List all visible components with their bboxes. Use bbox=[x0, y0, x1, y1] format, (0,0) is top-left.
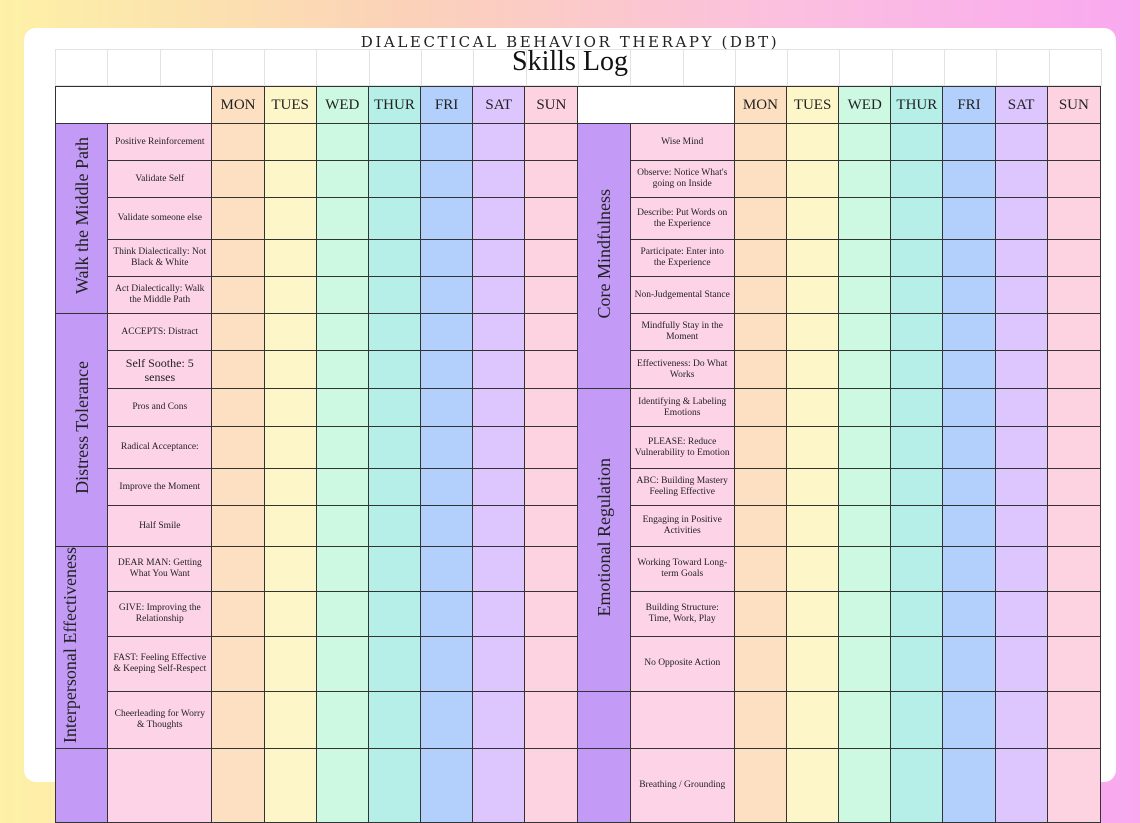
left-checkbox-r2-wed[interactable] bbox=[316, 198, 368, 240]
right-checkbox-breathing-tues[interactable] bbox=[787, 749, 839, 823]
left-checkbox-empty-tues[interactable] bbox=[264, 749, 316, 823]
right-day-header-sun: SUN bbox=[1047, 87, 1100, 124]
left-checkbox-r2-sat[interactable] bbox=[473, 198, 525, 240]
right-checkbox-r8-thur[interactable] bbox=[891, 427, 943, 469]
left-checkbox-r13-mon[interactable] bbox=[212, 636, 264, 692]
left-checkbox-r4-sat[interactable] bbox=[473, 277, 525, 314]
right-checkbox-breathing-fri[interactable] bbox=[943, 749, 995, 823]
right-checkbox-blank-sat[interactable] bbox=[995, 692, 1047, 749]
left-skill-label: GIVE: Improving the Relationship bbox=[108, 591, 212, 636]
right-checkbox-r4-sat[interactable] bbox=[995, 277, 1047, 314]
right-checkbox-r8-wed[interactable] bbox=[839, 427, 891, 469]
left-checkbox-r10-tues[interactable] bbox=[264, 506, 316, 547]
right-checkbox-r4-fri[interactable] bbox=[943, 277, 995, 314]
right-skill-breathing: Breathing / Grounding bbox=[630, 749, 734, 823]
right-checkbox-r9-tues[interactable] bbox=[787, 469, 839, 506]
right-checkbox-r5-sun[interactable] bbox=[1047, 314, 1100, 351]
supertitle: DIALECTICAL BEHAVIOR THERAPY (DBT) bbox=[360, 33, 780, 51]
right-checkbox-r2-tues[interactable] bbox=[787, 198, 839, 240]
right-checkbox-r2-sat[interactable] bbox=[995, 198, 1047, 240]
right-skill-label: Building Structure: Time, Work, Play bbox=[630, 591, 734, 636]
right-checkbox-r10-tues[interactable] bbox=[787, 506, 839, 547]
right-checkbox-blank-mon[interactable] bbox=[734, 692, 786, 749]
left-checkbox-r13-tues[interactable] bbox=[264, 636, 316, 692]
left-skill-empty bbox=[108, 749, 212, 823]
left-checkbox-r0-wed[interactable] bbox=[316, 124, 368, 161]
left-checkbox-r7-fri[interactable] bbox=[421, 389, 473, 427]
right-checkbox-r1-fri[interactable] bbox=[943, 161, 995, 198]
left-checkbox-empty-fri[interactable] bbox=[421, 749, 473, 823]
right-checkbox-r5-thur[interactable] bbox=[891, 314, 943, 351]
right-checkbox-r13-wed[interactable] bbox=[839, 636, 891, 692]
left-checkbox-r0-tues[interactable] bbox=[264, 124, 316, 161]
left-day-header-wed: WED bbox=[316, 87, 368, 124]
left-checkbox-r6-sat[interactable] bbox=[473, 351, 525, 389]
left-checkbox-r0-mon[interactable] bbox=[212, 124, 264, 161]
left-checkbox-r3-thur[interactable] bbox=[368, 240, 420, 277]
category-label: Distress Tolerance bbox=[71, 361, 92, 494]
left-checkbox-r13-sat[interactable] bbox=[473, 636, 525, 692]
left-skill-label: Positive Reinforcement bbox=[108, 124, 212, 161]
left-checkbox-r3-wed[interactable] bbox=[316, 240, 368, 277]
right-checkbox-r2-fri[interactable] bbox=[943, 198, 995, 240]
left-checkbox-r1-fri[interactable] bbox=[421, 161, 473, 198]
left-checkbox-r6-fri[interactable] bbox=[421, 351, 473, 389]
left-checkbox-r12-sun[interactable] bbox=[525, 591, 578, 636]
left-checkbox-r7-wed[interactable] bbox=[316, 389, 368, 427]
right-checkbox-r11-sat[interactable] bbox=[995, 547, 1047, 592]
left-checkbox-r1-tues[interactable] bbox=[264, 161, 316, 198]
right-checkbox-r11-wed[interactable] bbox=[839, 547, 891, 592]
left-checkbox-r13-wed[interactable] bbox=[316, 636, 368, 692]
left-day-header-thur: THUR bbox=[368, 87, 420, 124]
right-skill-label: ABC: Building Mastery Feeling Effective bbox=[630, 469, 734, 506]
right-day-header-fri: FRI bbox=[943, 87, 995, 124]
left-skill-label: Cheerleading for Worry & Thoughts bbox=[108, 692, 212, 749]
category-label: Emotional Regulation bbox=[593, 458, 614, 617]
left-checkbox-r13-thur[interactable] bbox=[368, 636, 420, 692]
right-checkbox-r8-mon[interactable] bbox=[734, 427, 786, 469]
right-checkbox-r9-sat[interactable] bbox=[995, 469, 1047, 506]
right-checkbox-blank-tues[interactable] bbox=[787, 692, 839, 749]
right-checkbox-r9-thur[interactable] bbox=[891, 469, 943, 506]
right-checkbox-r12-mon[interactable] bbox=[734, 591, 786, 636]
left-checkbox-r7-thur[interactable] bbox=[368, 389, 420, 427]
left-checkbox-r8-thur[interactable] bbox=[368, 427, 420, 469]
left-checkbox-r0-sat[interactable] bbox=[473, 124, 525, 161]
right-checkbox-r7-thur[interactable] bbox=[891, 389, 943, 427]
left-day-header-mon: MON bbox=[212, 87, 264, 124]
right-checkbox-r1-wed[interactable] bbox=[839, 161, 891, 198]
left-checkbox-r7-sun[interactable] bbox=[525, 389, 578, 427]
right-day-header-thur: THUR bbox=[891, 87, 943, 124]
left-checkbox-r2-tues[interactable] bbox=[264, 198, 316, 240]
left-checkbox-r9-wed[interactable] bbox=[316, 469, 368, 506]
right-checkbox-r5-wed[interactable] bbox=[839, 314, 891, 351]
right-checkbox-r1-tues[interactable] bbox=[787, 161, 839, 198]
right-checkbox-r12-tues[interactable] bbox=[787, 591, 839, 636]
left-day-header-sat: SAT bbox=[473, 87, 525, 124]
left-checkbox-r11-tues[interactable] bbox=[264, 547, 316, 592]
right-checkbox-r6-fri[interactable] bbox=[943, 351, 995, 389]
left-checkbox-r9-sun[interactable] bbox=[525, 469, 578, 506]
left-checkbox-r2-mon[interactable] bbox=[212, 198, 264, 240]
left-checkbox-r3-fri[interactable] bbox=[421, 240, 473, 277]
right-checkbox-breathing-sun[interactable] bbox=[1047, 749, 1100, 823]
right-day-header-mon: MON bbox=[734, 87, 786, 124]
left-day-header-sun: SUN bbox=[525, 87, 578, 124]
left-checkbox-r8-wed[interactable] bbox=[316, 427, 368, 469]
right-checkbox-r1-thur[interactable] bbox=[891, 161, 943, 198]
right-checkbox-r4-tues[interactable] bbox=[787, 277, 839, 314]
left-checkbox-r6-mon[interactable] bbox=[212, 351, 264, 389]
left-checkbox-r11-thur[interactable] bbox=[368, 547, 420, 592]
right-checkbox-r0-tues[interactable] bbox=[787, 124, 839, 161]
left-checkbox-r14-sat[interactable] bbox=[473, 692, 525, 749]
right-checkbox-r4-wed[interactable] bbox=[839, 277, 891, 314]
left-checkbox-r8-sat[interactable] bbox=[473, 427, 525, 469]
left-checkbox-r3-sat[interactable] bbox=[473, 240, 525, 277]
left-checkbox-r8-mon[interactable] bbox=[212, 427, 264, 469]
left-checkbox-r12-fri[interactable] bbox=[421, 591, 473, 636]
right-day-header-sat: SAT bbox=[995, 87, 1047, 124]
left-checkbox-r5-thur[interactable] bbox=[368, 314, 420, 351]
right-checkbox-r6-mon[interactable] bbox=[734, 351, 786, 389]
left-checkbox-r9-thur[interactable] bbox=[368, 469, 420, 506]
left-skill-label: FAST: Feeling Effective & Keeping Self-Respect bbox=[108, 636, 212, 692]
right-category-core_mindfulness bbox=[578, 124, 630, 389]
right-checkbox-r11-sun[interactable] bbox=[1047, 547, 1100, 592]
left-checkbox-r9-fri[interactable] bbox=[421, 469, 473, 506]
right-skill-label: Engaging in Positive Activities bbox=[630, 506, 734, 547]
left-skill-label: Improve the Moment bbox=[108, 469, 212, 506]
right-checkbox-r6-sat[interactable] bbox=[995, 351, 1047, 389]
left-checkbox-r0-sun[interactable] bbox=[525, 124, 578, 161]
right-checkbox-r13-mon[interactable] bbox=[734, 636, 786, 692]
right-checkbox-r2-wed[interactable] bbox=[839, 198, 891, 240]
right-checkbox-r7-wed[interactable] bbox=[839, 389, 891, 427]
right-checkbox-r9-wed[interactable] bbox=[839, 469, 891, 506]
right-checkbox-r11-tues[interactable] bbox=[787, 547, 839, 592]
right-checkbox-r13-tues[interactable] bbox=[787, 636, 839, 692]
right-checkbox-r10-mon[interactable] bbox=[734, 506, 786, 547]
left-checkbox-r8-fri[interactable] bbox=[421, 427, 473, 469]
right-skill-label: Identifying & Labeling Emotions bbox=[630, 389, 734, 427]
right-category-empty bbox=[578, 692, 630, 749]
right-checkbox-r10-wed[interactable] bbox=[839, 506, 891, 547]
left-skill-label: Radical Acceptance: bbox=[108, 427, 212, 469]
left-checkbox-r7-tues[interactable] bbox=[264, 389, 316, 427]
right-checkbox-r1-mon[interactable] bbox=[734, 161, 786, 198]
right-checkbox-blank-fri[interactable] bbox=[943, 692, 995, 749]
right-checkbox-r0-fri[interactable] bbox=[943, 124, 995, 161]
right-checkbox-r11-fri[interactable] bbox=[943, 547, 995, 592]
left-checkbox-r6-thur[interactable] bbox=[368, 351, 420, 389]
left-checkbox-r9-tues[interactable] bbox=[264, 469, 316, 506]
left-checkbox-r5-tues[interactable] bbox=[264, 314, 316, 351]
right-checkbox-r5-mon[interactable] bbox=[734, 314, 786, 351]
right-checkbox-r3-wed[interactable] bbox=[839, 240, 891, 277]
right-checkbox-r4-sun[interactable] bbox=[1047, 277, 1100, 314]
right-checkbox-r13-sat[interactable] bbox=[995, 636, 1047, 692]
right-checkbox-r3-thur[interactable] bbox=[891, 240, 943, 277]
right-checkbox-r4-mon[interactable] bbox=[734, 277, 786, 314]
right-skill-label: No Opposite Action bbox=[630, 636, 734, 692]
left-category-interpersonal_effectiveness bbox=[56, 547, 108, 749]
right-checkbox-r10-sun[interactable] bbox=[1047, 506, 1100, 547]
left-skill-label: Think Dialectically: Not Black & White bbox=[108, 240, 212, 277]
right-checkbox-r10-thur[interactable] bbox=[891, 506, 943, 547]
skills-log-table bbox=[55, 86, 1101, 823]
left-checkbox-r4-mon[interactable] bbox=[212, 277, 264, 314]
page-title: Skills Log bbox=[512, 46, 628, 77]
right-checkbox-r11-thur[interactable] bbox=[891, 547, 943, 592]
right-checkbox-r10-fri[interactable] bbox=[943, 506, 995, 547]
left-day-header-fri: FRI bbox=[421, 87, 473, 124]
right-checkbox-r3-sun[interactable] bbox=[1047, 240, 1100, 277]
right-checkbox-breathing-thur[interactable] bbox=[891, 749, 943, 823]
right-checkbox-blank-sun[interactable] bbox=[1047, 692, 1100, 749]
right-day-header-wed: WED bbox=[839, 87, 891, 124]
left-checkbox-r0-thur[interactable] bbox=[368, 124, 420, 161]
left-checkbox-empty-sun[interactable] bbox=[525, 749, 578, 823]
left-skill-label: Self Soothe: 5 senses bbox=[108, 351, 212, 389]
right-checkbox-r2-thur[interactable] bbox=[891, 198, 943, 240]
left-checkbox-empty-mon[interactable] bbox=[212, 749, 264, 823]
left-checkbox-empty-sat[interactable] bbox=[473, 749, 525, 823]
left-checkbox-r10-sat[interactable] bbox=[473, 506, 525, 547]
right-checkbox-r6-sun[interactable] bbox=[1047, 351, 1100, 389]
right-checkbox-r9-fri[interactable] bbox=[943, 469, 995, 506]
right-skill-label: Describe: Put Words on the Experience bbox=[630, 198, 734, 240]
left-checkbox-r14-fri[interactable] bbox=[421, 692, 473, 749]
right-skill-label: Observe: Notice What's going on Inside bbox=[630, 161, 734, 198]
left-checkbox-r1-mon[interactable] bbox=[212, 161, 264, 198]
left-checkbox-r2-fri[interactable] bbox=[421, 198, 473, 240]
right-skill-label: Mindfully Stay in the Moment bbox=[630, 314, 734, 351]
left-checkbox-r14-tues[interactable] bbox=[264, 692, 316, 749]
right-checkbox-r3-sat[interactable] bbox=[995, 240, 1047, 277]
right-checkbox-r6-thur[interactable] bbox=[891, 351, 943, 389]
left-checkbox-r14-wed[interactable] bbox=[316, 692, 368, 749]
right-skill-label: Effectiveness: Do What Works bbox=[630, 351, 734, 389]
left-skill-label: ACCEPTS: Distract bbox=[108, 314, 212, 351]
left-checkbox-r6-sun[interactable] bbox=[525, 351, 578, 389]
left-skill-label: Validate Self bbox=[108, 161, 212, 198]
left-checkbox-r5-mon[interactable] bbox=[212, 314, 264, 351]
left-checkbox-r11-sun[interactable] bbox=[525, 547, 578, 592]
right-checkbox-r7-tues[interactable] bbox=[787, 389, 839, 427]
right-checkbox-r2-mon[interactable] bbox=[734, 198, 786, 240]
left-checkbox-r10-wed[interactable] bbox=[316, 506, 368, 547]
left-checkbox-r10-sun[interactable] bbox=[525, 506, 578, 547]
left-checkbox-r9-mon[interactable] bbox=[212, 469, 264, 506]
left-checkbox-r5-sun[interactable] bbox=[525, 314, 578, 351]
right-skill-label: Non-Judgemental Stance bbox=[630, 277, 734, 314]
category-label: Walk the Middle Path bbox=[71, 137, 92, 295]
left-checkbox-r14-thur[interactable] bbox=[368, 692, 420, 749]
right-skill-label: PLEASE: Reduce Vulnerability to Emotion bbox=[630, 427, 734, 469]
left-checkbox-r4-sun[interactable] bbox=[525, 277, 578, 314]
right-checkbox-r11-mon[interactable] bbox=[734, 547, 786, 592]
left-checkbox-r10-mon[interactable] bbox=[212, 506, 264, 547]
right-checkbox-r2-sun[interactable] bbox=[1047, 198, 1100, 240]
right-checkbox-r13-fri[interactable] bbox=[943, 636, 995, 692]
right-checkbox-r4-thur[interactable] bbox=[891, 277, 943, 314]
left-checkbox-r11-sat[interactable] bbox=[473, 547, 525, 592]
right-skill-label: Wise Mind bbox=[630, 124, 734, 161]
left-checkbox-r6-wed[interactable] bbox=[316, 351, 368, 389]
left-checkbox-r1-wed[interactable] bbox=[316, 161, 368, 198]
left-category-empty bbox=[56, 749, 108, 823]
left-checkbox-r13-sun[interactable] bbox=[525, 636, 578, 692]
right-checkbox-r0-sun[interactable] bbox=[1047, 124, 1100, 161]
right-checkbox-r8-tues[interactable] bbox=[787, 427, 839, 469]
left-category-walk_middle_path bbox=[56, 124, 108, 314]
right-checkbox-r6-tues[interactable] bbox=[787, 351, 839, 389]
left-checkbox-r11-mon[interactable] bbox=[212, 547, 264, 592]
right-checkbox-r9-mon[interactable] bbox=[734, 469, 786, 506]
right-checkbox-r8-sun[interactable] bbox=[1047, 427, 1100, 469]
category-label: Interpersonal Effectiveness bbox=[59, 547, 80, 744]
right-checkbox-r3-tues[interactable] bbox=[787, 240, 839, 277]
right-checkbox-r12-sun[interactable] bbox=[1047, 591, 1100, 636]
right-checkbox-breathing-sat[interactable] bbox=[995, 749, 1047, 823]
left-skill-label: Pros and Cons bbox=[108, 389, 212, 427]
right-checkbox-r12-sat[interactable] bbox=[995, 591, 1047, 636]
right-checkbox-r0-sat[interactable] bbox=[995, 124, 1047, 161]
left-skill-label: Half Smile bbox=[108, 506, 212, 547]
right-checkbox-r7-sat[interactable] bbox=[995, 389, 1047, 427]
right-checkbox-r0-mon[interactable] bbox=[734, 124, 786, 161]
right-checkbox-r6-wed[interactable] bbox=[839, 351, 891, 389]
category-label: Core Mindfulness bbox=[593, 188, 614, 319]
right-checkbox-r9-sun[interactable] bbox=[1047, 469, 1100, 506]
left-checkbox-r8-sun[interactable] bbox=[525, 427, 578, 469]
right-checkbox-r13-thur[interactable] bbox=[891, 636, 943, 692]
left-checkbox-r7-mon[interactable] bbox=[212, 389, 264, 427]
left-skill-label: DEAR MAN: Getting What You Want bbox=[108, 547, 212, 592]
right-skill-label: Participate: Enter into the Experience bbox=[630, 240, 734, 277]
left-checkbox-r4-wed[interactable] bbox=[316, 277, 368, 314]
right-category-emotional_regulation bbox=[578, 389, 630, 692]
right-checkbox-r5-sat[interactable] bbox=[995, 314, 1047, 351]
right-checkbox-r5-tues[interactable] bbox=[787, 314, 839, 351]
right-checkbox-r7-fri[interactable] bbox=[943, 389, 995, 427]
left-checkbox-r4-thur[interactable] bbox=[368, 277, 420, 314]
left-checkbox-empty-wed[interactable] bbox=[316, 749, 368, 823]
left-checkbox-r12-mon[interactable] bbox=[212, 591, 264, 636]
left-checkbox-r5-sat[interactable] bbox=[473, 314, 525, 351]
left-checkbox-r5-wed[interactable] bbox=[316, 314, 368, 351]
right-checkbox-r1-sun[interactable] bbox=[1047, 161, 1100, 198]
left-checkbox-r14-mon[interactable] bbox=[212, 692, 264, 749]
left-checkbox-r6-tues[interactable] bbox=[264, 351, 316, 389]
left-checkbox-r7-sat[interactable] bbox=[473, 389, 525, 427]
right-checkbox-r8-fri[interactable] bbox=[943, 427, 995, 469]
right-checkbox-breathing-mon[interactable] bbox=[734, 749, 786, 823]
left-checkbox-r3-sun[interactable] bbox=[525, 240, 578, 277]
left-checkbox-r3-tues[interactable] bbox=[264, 240, 316, 277]
left-skill-label: Validate someone else bbox=[108, 198, 212, 240]
right-checkbox-r3-mon[interactable] bbox=[734, 240, 786, 277]
right-header-blank bbox=[578, 87, 734, 124]
left-checkbox-r10-thur[interactable] bbox=[368, 506, 420, 547]
left-category-distress_tolerance bbox=[56, 314, 108, 547]
left-checkbox-r12-thur[interactable] bbox=[368, 591, 420, 636]
right-checkbox-r12-thur[interactable] bbox=[891, 591, 943, 636]
left-checkbox-r5-fri[interactable] bbox=[421, 314, 473, 351]
right-checkbox-r8-sat[interactable] bbox=[995, 427, 1047, 469]
left-checkbox-empty-thur[interactable] bbox=[368, 749, 420, 823]
left-checkbox-r14-sun[interactable] bbox=[525, 692, 578, 749]
right-checkbox-r1-sat[interactable] bbox=[995, 161, 1047, 198]
left-checkbox-r1-sat[interactable] bbox=[473, 161, 525, 198]
right-day-header-tues: TUES bbox=[787, 87, 839, 124]
left-checkbox-r13-fri[interactable] bbox=[421, 636, 473, 692]
right-skill-label: Working Toward Long-term Goals bbox=[630, 547, 734, 592]
left-header-blank bbox=[56, 87, 212, 124]
left-checkbox-r2-thur[interactable] bbox=[368, 198, 420, 240]
left-checkbox-r12-sat[interactable] bbox=[473, 591, 525, 636]
left-checkbox-r2-sun[interactable] bbox=[525, 198, 578, 240]
left-checkbox-r1-thur[interactable] bbox=[368, 161, 420, 198]
left-checkbox-r12-wed[interactable] bbox=[316, 591, 368, 636]
left-checkbox-r4-tues[interactable] bbox=[264, 277, 316, 314]
right-checkbox-r10-sat[interactable] bbox=[995, 506, 1047, 547]
left-skill-label: Act Dialectically: Walk the Middle Path bbox=[108, 277, 212, 314]
left-checkbox-r9-sat[interactable] bbox=[473, 469, 525, 506]
left-day-header-tues: TUES bbox=[264, 87, 316, 124]
left-checkbox-r12-tues[interactable] bbox=[264, 591, 316, 636]
left-checkbox-r3-mon[interactable] bbox=[212, 240, 264, 277]
right-checkbox-breathing-wed[interactable] bbox=[839, 749, 891, 823]
left-checkbox-r11-fri[interactable] bbox=[421, 547, 473, 592]
left-checkbox-r10-fri[interactable] bbox=[421, 506, 473, 547]
left-checkbox-r4-fri[interactable] bbox=[421, 277, 473, 314]
left-checkbox-r0-fri[interactable] bbox=[421, 124, 473, 161]
left-checkbox-r8-tues[interactable] bbox=[264, 427, 316, 469]
right-checkbox-r0-wed[interactable] bbox=[839, 124, 891, 161]
right-skill-empty bbox=[630, 692, 734, 749]
right-checkbox-r7-sun[interactable] bbox=[1047, 389, 1100, 427]
right-checkbox-r7-mon[interactable] bbox=[734, 389, 786, 427]
right-checkbox-r13-sun[interactable] bbox=[1047, 636, 1100, 692]
right-checkbox-r0-thur[interactable] bbox=[891, 124, 943, 161]
left-checkbox-r1-sun[interactable] bbox=[525, 161, 578, 198]
right-checkbox-r5-fri[interactable] bbox=[943, 314, 995, 351]
right-checkbox-r3-fri[interactable] bbox=[943, 240, 995, 277]
right-checkbox-r12-fri[interactable] bbox=[943, 591, 995, 636]
right-checkbox-blank-thur[interactable] bbox=[891, 692, 943, 749]
left-checkbox-r11-wed[interactable] bbox=[316, 547, 368, 592]
right-checkbox-blank-wed[interactable] bbox=[839, 692, 891, 749]
right-checkbox-r12-wed[interactable] bbox=[839, 591, 891, 636]
right-category-extra bbox=[578, 749, 630, 823]
